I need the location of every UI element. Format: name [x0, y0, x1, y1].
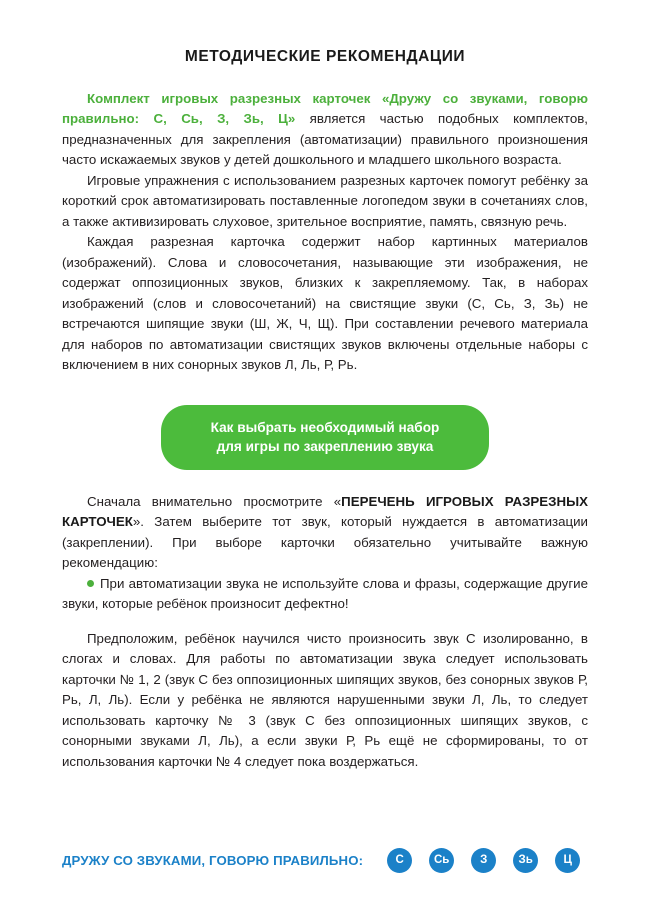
- sound-badge: З: [471, 848, 496, 873]
- paragraph-example: Предположим, ребёнок научился чисто произносить звук С изолированно, в слогах и словах. Для работы по автоматизации звука следует использовать карточки № 1, 2 (звук С без оппозиционных шипящих звуков, без сонорных звуков Р, Рь, Л, Ль). Если у ребёнка не являются нарушенными звуки Л, Ль, то следует использовать карточку № 3 (звук С без оппозиционных шипящих звуков, с сонорными звуками Л, Ль), а если звуки Р, Рь ещё не сформированы, то от использования карточки № 4 следует пока воздержаться.: [62, 630, 588, 769]
- callout-banner-line-2: для игры по закреплению звука: [216, 438, 434, 454]
- paragraph-exercises: Игровые упражнения с использованием разрезных карточек помогут ребёнку за короткий срок автоматизировать поставленные логопедом звуки в сочетаниях слов, а также активизировать слуховое, зрительное восприятие, память, связную речь.: [62, 172, 588, 229]
- paragraph-intro-rest: является частью подобных комплектов, предназначенных для закрепления (автоматизации) правильного произношения часто искажаемых звуков у детей дошкольного и младшего школьного возраста.: [62, 111, 588, 168]
- paragraph-intro-highlight: Комплект игровых разрезных карточек «Дружу со звуками, говорю правильно: С, Сь, З, Зь, Ц»: [62, 90, 588, 127]
- sound-badge: Ц: [555, 848, 580, 873]
- spacer-after-banner: [62, 470, 588, 492]
- sound-badge: Сь: [429, 848, 454, 873]
- page-title: МЕТОДИЧЕСКИЕ РЕКОМЕНДАЦИИ: [184, 48, 466, 65]
- paragraph-how-to-choose-pre: Сначала внимательно просмотрите «: [87, 493, 342, 509]
- bullet-dot-icon: [87, 580, 94, 587]
- footer-sound-badges: [387, 848, 580, 873]
- callout-banner-wrapper: [62, 405, 588, 470]
- paragraph-how-to-choose-post: ». Затем выберите тот звук, который нуждается в автоматизации (закреплении). При выборе карточки обязательно учитывайте важную рекомендацию:: [62, 514, 588, 571]
- bullet-recommendation-text: При автоматизации звука не используйте слова и фразы, содержащие другие звуки, которые ребёнок произносит дефектно!: [62, 575, 588, 612]
- spacer-before-example: [62, 615, 588, 629]
- body-content: [62, 89, 588, 376]
- paragraph-card-contents: Каждая разрезная карточка содержит набор картинных материалов (изображений). Слова и словосочетания, называющие эти изображения, не содержат оппозиционных звуков, близких к закрепляемому. Так, в наборах изображений (слов и словосочетаний) на свистящие звуки (С, Сь, З, Зь) не встречаются шипящие звуки (Ш, Ж, Ч, Щ). При составлении речевого материала для наборов по автоматизации свистящих звуков включены отдельные наборы с включением в них сонорных звуков Л, Ль, Р, Рь.: [62, 234, 588, 373]
- sound-badge: С: [387, 848, 412, 873]
- paragraph-how-to-choose: [62, 492, 588, 574]
- paragraph-how-to-choose-emphasis: ПЕРЕЧЕНЬ ИГРОВЫХ РАЗРЕЗНЫХ КАРТОЧЕК: [62, 493, 588, 530]
- page-footer: [62, 848, 595, 873]
- sound-badge: Зь: [513, 848, 538, 873]
- callout-banner: [161, 405, 489, 470]
- bullet-recommendation: [62, 574, 588, 615]
- callout-banner-line-1: Как выбрать необходимый набор: [210, 419, 440, 435]
- paragraph-intro: [62, 89, 588, 171]
- footer-series-label: ДРУЖУ СО ЗВУКАМИ, ГОВОРЮ ПРАВИЛЬНО:: [62, 853, 364, 868]
